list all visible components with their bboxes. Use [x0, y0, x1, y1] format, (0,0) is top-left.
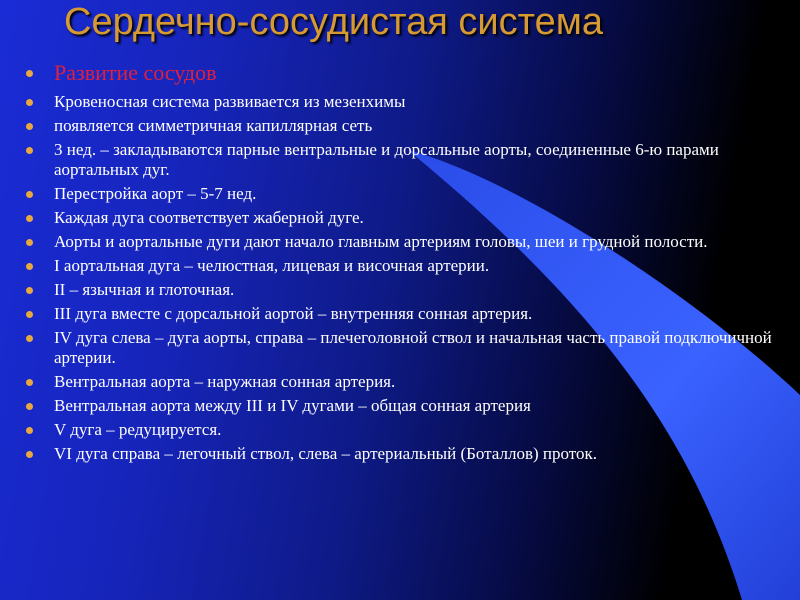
bullet-marker — [26, 427, 33, 434]
bullet-marker — [26, 215, 33, 222]
bullet-text: III дуга вместе с дорсальной аортой – внутренняя сонная артерия. — [54, 304, 533, 323]
list-item — [26, 396, 786, 416]
list-item — [26, 304, 786, 324]
bullet-marker — [26, 335, 33, 342]
list-item — [26, 140, 786, 180]
bullet-text: Перестройка аорт – 5-7 нед. — [54, 184, 257, 203]
list-item — [26, 60, 786, 86]
list-item — [26, 232, 786, 252]
list-item — [26, 208, 786, 228]
list-item — [26, 116, 786, 136]
bullet-marker — [26, 123, 33, 130]
bullet-marker — [26, 191, 33, 198]
bullet-marker — [26, 263, 33, 270]
bullet-text: Вентральная аорта между III и IV дугами – общая сонная артерия — [54, 396, 531, 415]
list-item — [26, 372, 786, 392]
bullet-text: I аортальная дуга – челюстная, лицевая и височная артерии. — [54, 256, 490, 275]
bullet-marker — [26, 403, 33, 410]
list-item — [26, 420, 786, 440]
list-item — [26, 280, 786, 300]
bullet-marker — [26, 379, 33, 386]
bullet-text: IV дуга слева – дуга аорты, справа – плечеголовной ствол и начальная часть правой подключичной артерии. — [54, 328, 772, 367]
bullet-marker — [26, 70, 33, 77]
bullet-text: Кровеносная система развивается из мезенхимы — [54, 92, 406, 111]
list-item — [26, 444, 786, 464]
bullet-marker — [26, 311, 33, 318]
bullet-text: VI дуга справа – легочный ствол, слева – артериальный (Боталлов) проток. — [54, 444, 597, 463]
list-item — [26, 328, 786, 368]
bullet-text: Развитие сосудов — [54, 60, 217, 85]
bullet-text: Вентральная аорта – наружная сонная артерия. — [54, 372, 396, 391]
bullet-list — [26, 60, 786, 468]
list-item — [26, 256, 786, 276]
bullet-marker — [26, 99, 33, 106]
list-item — [26, 92, 786, 112]
slide-title: Сердечно-сосудистая система — [64, 1, 603, 43]
bullet-text: появляется симметричная капиллярная сеть — [54, 116, 373, 135]
bullet-text: Каждая дуга соответствует жаберной дуге. — [54, 208, 364, 227]
bullet-text: Аорты и аортальные дуги дают начало главным артериям головы, шеи и грудной полости. — [54, 232, 708, 251]
bullet-text: 3 нед. – закладываются парные вентральные и дорсальные аорты, соединенные 6-ю парами аортальных дуг. — [54, 140, 719, 179]
bullet-marker — [26, 287, 33, 294]
bullet-marker — [26, 239, 33, 246]
bullet-marker — [26, 147, 33, 154]
bullet-text: V дуга – редуцируется. — [54, 420, 222, 439]
bullet-text: II – язычная и глоточная. — [54, 280, 235, 299]
bullet-marker — [26, 451, 33, 458]
list-item — [26, 184, 786, 204]
